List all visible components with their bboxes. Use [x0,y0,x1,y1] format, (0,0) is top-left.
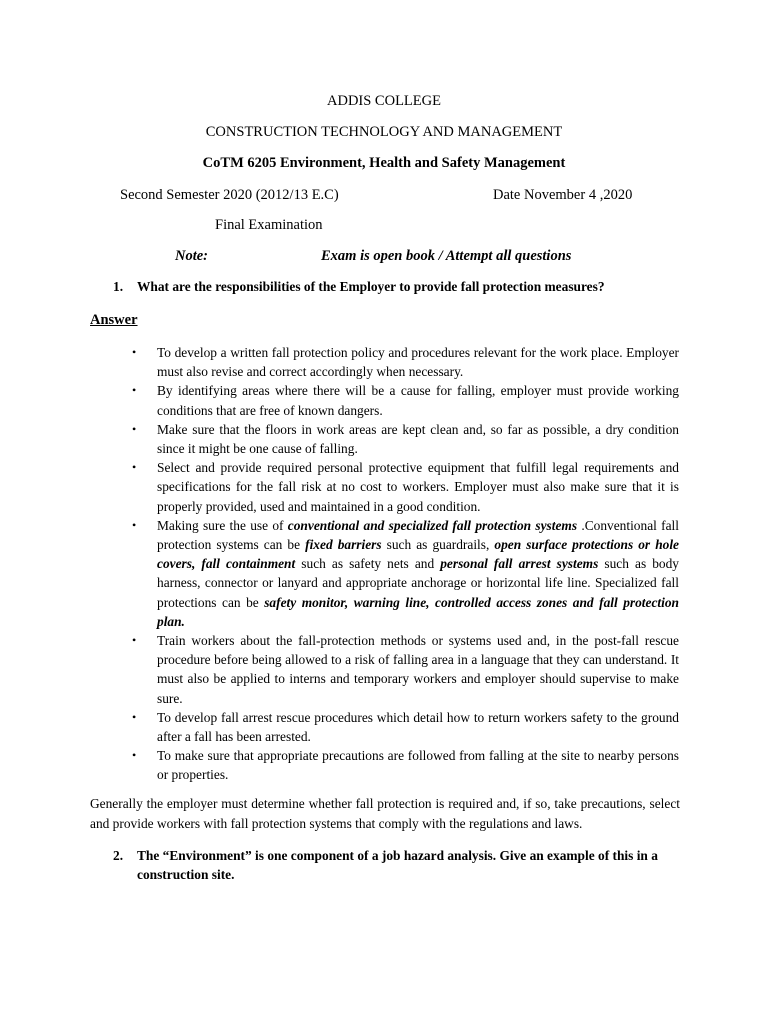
department-name: CONSTRUCTION TECHNOLOGY AND MANAGEMENT [205,124,563,140]
exam-date: Date November 4 ,2020 [493,187,633,203]
emphasis: personal fall arrest systems [440,556,599,572]
list-item: • To develop a written fall protection policy and procedures relevant for the work place. Employer must also revise and correct accordingly when necessary. [130,343,679,381]
list-item: • By identifying areas where there will be a cause for falling, employer must provide working conditions that are free of known dangers. [130,381,679,419]
emphasis: conventional and specialized fall protection systems [287,517,578,533]
answer-heading: Answer [90,312,138,328]
emphasis: fixed barriers [305,537,382,553]
list-item: • Train workers about the fall-protection methods or systems used and, in the post-fall rescue procedure before being allowed to a risk of falling area in a language that they can understand. It must also be applied to interns and temporary workers and employer should supervise to make sure. [130,631,679,708]
emphasis: safety monitor, warning line, controlled access zones and fall protection plan. [157,594,679,629]
exam-type: Final Examination [215,217,323,233]
course-title: CoTM 6205 Environment, Health and Safety Management [202,155,566,171]
question-2-number: 2. [113,848,124,863]
question-2-line-1: The “Environment” is one component of a job hazard analysis. Give an example of this in a [137,848,658,863]
list-item: • Make sure that the floors in work areas are kept clean and, so far as possible, a dry condition since it might be one cause of falling. [130,420,679,458]
list-item: • Making sure the use of conventional and specialized fall protection systems .Conventional fall protection systems can be fixed barriers such as guardrails, open surface protections or hole covers, fall containment such as safety nets and personal fall arrest systems such as body harness, connector or lanyard and appropriate anchorage or horizontal life line. Specialized fall protections can be safety monitor, warning line, controlled access zones and fall protection plan. [130,516,679,631]
emphasis: open surface protections or hole covers, fall containment [157,537,679,572]
list-item: • To develop fall arrest rescue procedures which detail how to return workers safety to the ground after a fall has been arrested. [130,708,679,746]
note-label: Note: [175,248,209,264]
question-1-text: What are the responsibilities of the Employer to provide fall protection measures? [137,279,605,294]
college-name: ADDIS COLLEGE [327,93,441,109]
summary-paragraph: Generally the employer must determine whether fall protection is required and, if so, take precautions, select and provide workers with fall protection systems that comply with the regulations and laws. [90,796,680,831]
answer-bullet-list [130,343,679,785]
list-item: • Select and provide required personal protective equipment that fulfill legal requirements and specifications for the fall risk at no cost to workers. Employer must also make sure that it is properly provided, used and maintained in a good condition. [130,458,679,516]
question-2-line-2: construction site. [137,867,235,882]
semester-text: Second Semester 2020 (2012/13 E.C) [120,187,339,203]
list-item: • To make sure that appropriate precautions are followed from falling at the site to nearby persons or properties. [130,746,679,784]
question-1-number: 1. [113,279,124,294]
note-text: Exam is open book / Attempt all questions [321,248,572,264]
